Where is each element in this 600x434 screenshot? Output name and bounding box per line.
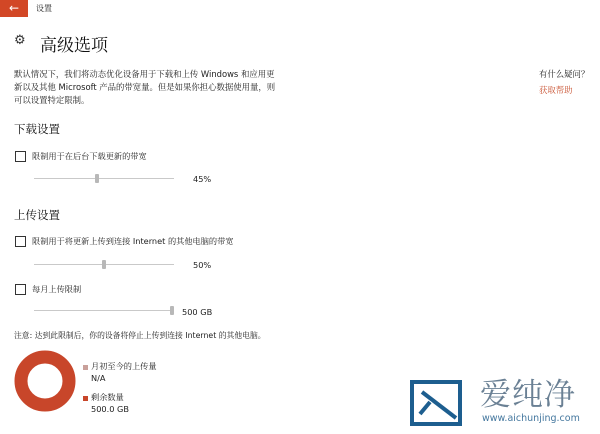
watermark-url: www.aichunjing.com xyxy=(482,413,580,424)
checkbox-box[interactable] xyxy=(15,151,26,162)
checkbox-box[interactable] xyxy=(15,284,26,295)
legend-remaining-label: 剩余数量 xyxy=(91,392,124,402)
upload-bandwidth-value: 50% xyxy=(193,260,212,270)
download-bandwidth-slider[interactable] xyxy=(34,174,174,183)
window-title: 设置 xyxy=(36,4,52,13)
upload-settings-heading: 上传设置 xyxy=(14,208,60,222)
slider-thumb[interactable] xyxy=(95,174,99,183)
checkbox-box[interactable] xyxy=(15,236,26,247)
help-question: 有什么疑问？ xyxy=(539,69,590,79)
legend-used-swatch xyxy=(83,365,88,370)
title-bar xyxy=(0,0,600,17)
upload-bandwidth-slider[interactable] xyxy=(34,260,174,269)
gear-icon: ⚙ xyxy=(14,33,26,48)
intro-text: 默认情况下，我们将动态优化设备用于下载和上传 Windows 和应用更新以及其他 Microsoft 产品的带宽量。但是如果你担心数据使用量，则可以设置特定限制。 xyxy=(14,69,276,105)
back-button[interactable] xyxy=(0,0,28,17)
watermark-text: 爱纯净 xyxy=(480,377,576,413)
legend-used-value: N/A xyxy=(91,373,106,383)
slider-thumb[interactable] xyxy=(102,260,106,269)
checkbox-label: 每月上传限制 xyxy=(32,284,82,294)
get-help-link[interactable]: 获取帮助 xyxy=(539,85,573,95)
legend-remaining-swatch xyxy=(83,396,88,401)
download-settings-heading: 下载设置 xyxy=(14,122,60,136)
donut-remaining-ring xyxy=(21,357,69,405)
slider-track xyxy=(34,310,174,311)
watermark-logo-icon xyxy=(408,378,470,428)
limit-background-download-checkbox[interactable] xyxy=(15,151,147,162)
limit-upload-checkbox[interactable] xyxy=(15,236,233,247)
upload-limit-note: 注意: 达到此限制后，你的设备将停止上传到连接 Internet 的其他电脑。 xyxy=(14,331,266,340)
checkbox-label: 限制用于将更新上传到连接 Internet 的其他电脑的带宽 xyxy=(32,236,234,246)
checkbox-label: 限制用于在后台下载更新的带宽 xyxy=(32,151,147,161)
back-arrow-icon: ← xyxy=(8,1,20,15)
monthly-upload-value: 500 GB xyxy=(182,307,213,317)
monthly-upload-slider[interactable] xyxy=(34,306,174,315)
legend-remaining-value: 500.0 GB xyxy=(91,404,130,414)
slider-track xyxy=(34,178,174,179)
upload-usage-donut xyxy=(14,350,76,412)
monthly-upload-limit-checkbox[interactable] xyxy=(15,284,81,295)
download-bandwidth-value: 45% xyxy=(193,174,212,184)
page-title: 高级选项 xyxy=(40,36,108,56)
slider-thumb[interactable] xyxy=(170,306,174,315)
legend-used-label: 月初至今的上传量 xyxy=(91,361,157,371)
